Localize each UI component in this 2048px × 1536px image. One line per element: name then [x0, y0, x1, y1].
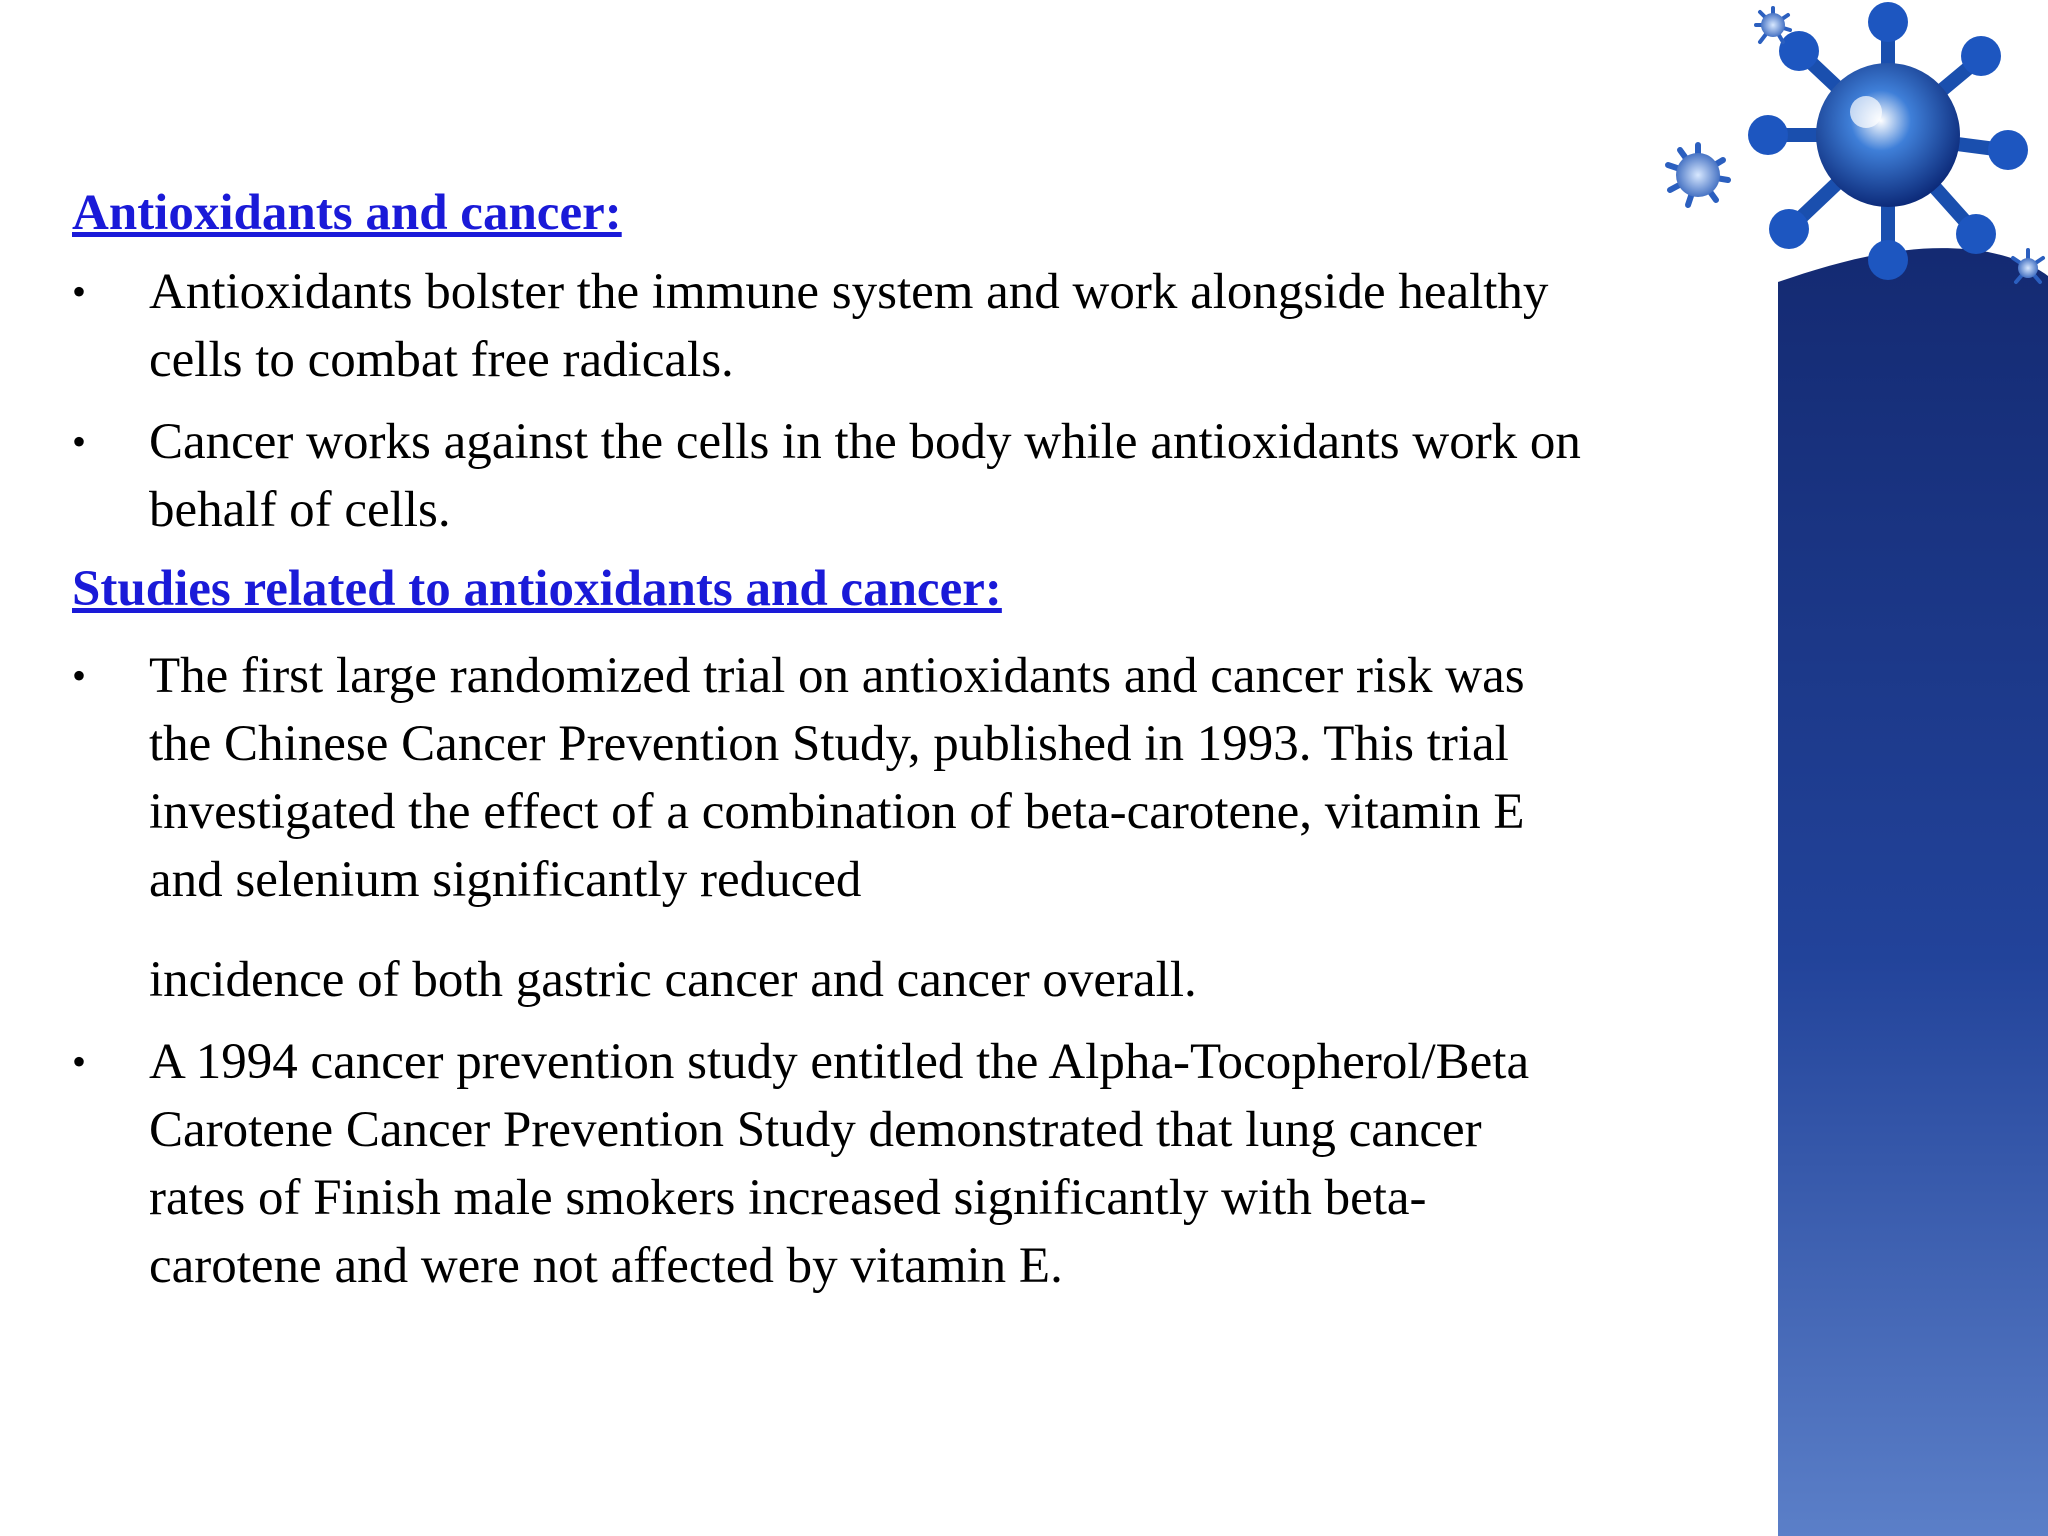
- bullet-icon: •: [72, 1039, 87, 1084]
- list-item: [72, 1028, 1602, 1300]
- bullet-text: A 1994 cancer prevention study entitled the Alpha-Tocopherol/Beta Carotene Cancer Prevention Study demonstrated that lung cancer rates of Finish male smokers increased significantly with beta-carotene and were not affected by vitamin E.: [149, 1034, 1530, 1294]
- bullet-icon: •: [72, 419, 87, 464]
- blue-panel-shape: [1778, 248, 2048, 1536]
- section-heading-studies: Studies related to antioxidants and cancer:: [72, 561, 1002, 617]
- bullet-icon: •: [72, 269, 87, 314]
- bullet-text: The first large randomized trial on antioxidants and cancer risk was the Chinese Cancer Prevention Study, published in 1993. This trial investigated the effect of a combination of beta-carotene, vitamin E and selenium significantly reduced: [149, 648, 1525, 908]
- bullet-list-studies: [72, 642, 1602, 1300]
- small-virus-icon: [1668, 145, 1728, 205]
- bullet-text: Antioxidants bolster the immune system and work alongside healthy cells to combat free radicals.: [149, 264, 1549, 388]
- decorative-side-panel: [1588, 0, 2048, 1536]
- bullet-list-antioxidants: [72, 258, 1602, 544]
- slide-content: [72, 180, 1602, 1300]
- list-item: [72, 258, 1602, 394]
- list-item: [72, 408, 1602, 544]
- bullet-text: Cancer works against the cells in the body while antioxidants work on behalf of cells.: [149, 414, 1581, 538]
- virus-icon: [1748, 2, 2028, 280]
- bullet-icon: •: [72, 653, 87, 698]
- section-heading-antioxidants-cancer: Antioxidants and cancer:: [72, 185, 622, 241]
- bullet-text-continuation: incidence of both gastric cancer and cancer overall.: [149, 952, 1197, 1008]
- list-item: [72, 642, 1602, 1014]
